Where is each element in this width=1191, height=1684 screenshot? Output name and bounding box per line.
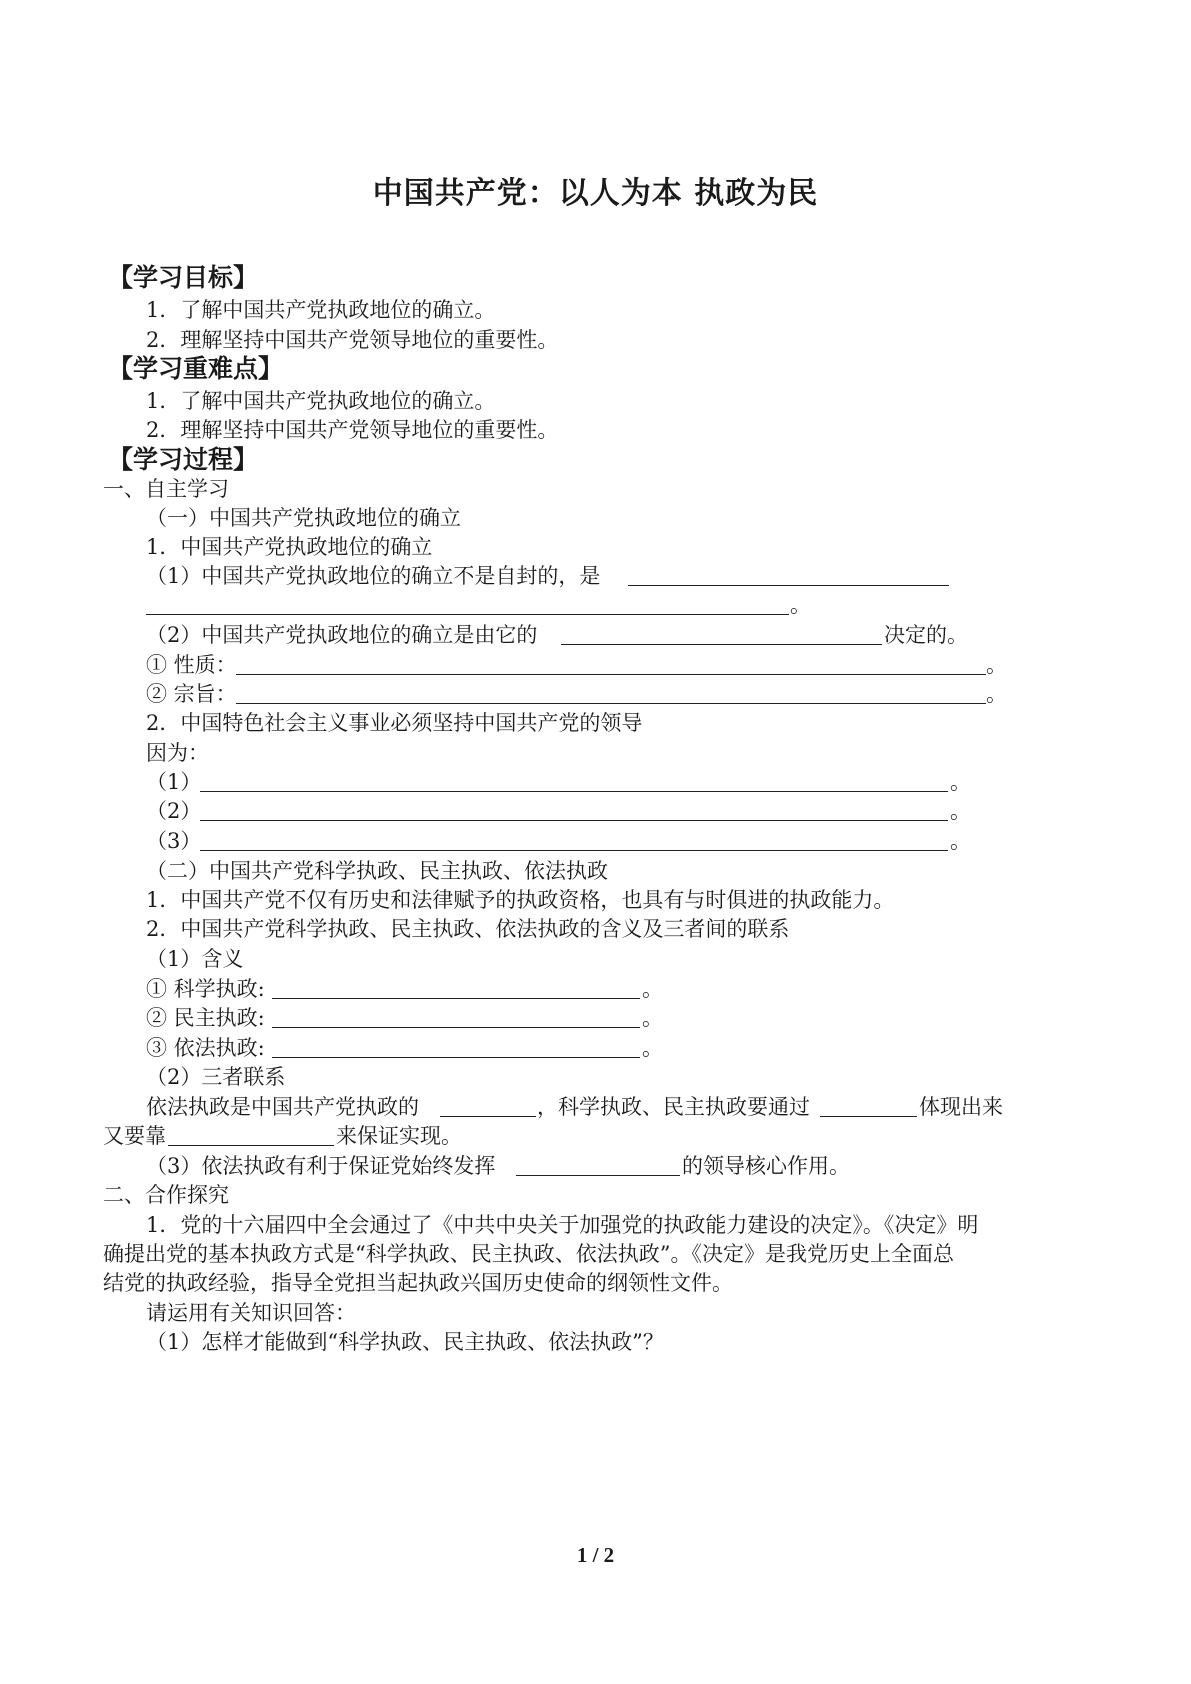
meaning-heading: （1）含义 — [146, 947, 244, 971]
answer-blank — [440, 1092, 536, 1117]
period: 。 — [642, 1036, 663, 1060]
period: 。 — [986, 653, 1007, 677]
key-point-item-1: 1．了解中国共产党执政地位的确立。 — [146, 389, 496, 413]
point-1: 1．中国共产党执政地位的确立 — [146, 535, 433, 559]
relation-text-b: ，科学执政、民主执政要通过 — [537, 1095, 810, 1119]
nature-label: ① 性质： — [146, 653, 237, 677]
relation-text-c: 体现出来 — [919, 1095, 1003, 1119]
relation-text-d: 又要靠 — [103, 1124, 166, 1148]
subsection-1-heading: （一）中国共产党执政地位的确立 — [146, 506, 461, 530]
answer-blank — [200, 767, 948, 792]
purpose-label: ② 宗旨： — [146, 682, 237, 706]
period: 。 — [642, 977, 663, 1001]
reason-2-label: （2） — [146, 799, 202, 823]
answer-blank — [516, 1151, 680, 1176]
scientific-governance-label: ① 科学执政: — [146, 977, 265, 1001]
question-2-text: （2）中国共产党执政地位的确立是由它的 — [146, 623, 538, 647]
goal-item-1: 1．了解中国共产党执政地位的确立。 — [146, 298, 496, 322]
period: 。 — [642, 1006, 663, 1030]
answer-blank — [561, 620, 882, 645]
period: 。 — [950, 829, 971, 853]
period: 。 — [950, 799, 971, 823]
question-1-text: （1）中国共产党执政地位的确立不是自封的，是 — [146, 564, 601, 588]
goal-item-2: 2．理解坚持中国共产党领导地位的重要性。 — [146, 328, 559, 352]
period: 。 — [790, 593, 811, 617]
case-paragraph-line-3: 结党的执政经验，指导全党担当起执政兴国历史使命的纲领性文件。 — [103, 1271, 733, 1295]
lawful-governance-label: ③ 依法执政: — [146, 1036, 265, 1060]
part1-heading: 一、自主学习 — [103, 477, 229, 501]
relation-text-a: 依法执政是中国共产党执政的 — [146, 1095, 419, 1119]
section-heading-process: 【学习过程】 — [108, 445, 259, 474]
section-heading-key-points: 【学习重难点】 — [108, 354, 284, 383]
answer-blank — [200, 826, 948, 851]
relation-heading: （2）三者联系 — [146, 1065, 286, 1089]
case-question-1: （1）怎样才能做到“科学执政、民主执政、依法执政”？ — [146, 1330, 664, 1354]
case-paragraph-line-2: 确提出党的基本执政方式是“科学执政、民主执政、依法执政”。《决定》是我党历史上全面总 — [103, 1242, 954, 1266]
answer-blank — [272, 1033, 640, 1058]
case-paragraph-line-1: 1．党的十六届四中全会通过了《中共中央关于加强党的执政能力建设的决定》。《决定》明 — [146, 1213, 979, 1237]
statement-2: 2．中国共产党科学执政、民主执政、依法执政的含义及三者间的联系 — [146, 917, 790, 941]
page-title: 中国共产党：以人为本 执政为民 — [372, 176, 819, 211]
answer-blank — [820, 1092, 917, 1117]
answer-blank — [146, 590, 789, 615]
answer-blank — [236, 679, 986, 704]
because-label: 因为： — [146, 741, 209, 765]
question-2-suffix: 决定的。 — [884, 623, 968, 647]
part2-heading: 二、合作探究 — [103, 1183, 229, 1207]
answer-blank — [200, 796, 948, 821]
statement-1: 1．中国共产党不仅有历史和法律赋予的执政资格，也具有与时俱进的执政能力。 — [146, 888, 895, 912]
answer-blank — [272, 974, 640, 999]
question-3-suffix: 的领导核心作用。 — [682, 1154, 850, 1178]
answer-blank — [272, 1003, 640, 1028]
reason-3-label: （3） — [146, 829, 202, 853]
period: 。 — [986, 682, 1007, 706]
democratic-governance-label: ② 民主执政: — [146, 1006, 265, 1030]
period: 。 — [950, 770, 971, 794]
answer-blank — [168, 1121, 334, 1146]
subsection-2-heading: （二）中国共产党科学执政、民主执政、依法执政 — [146, 859, 608, 883]
relation-text-e: 来保证实现。 — [336, 1124, 462, 1148]
answer-prompt: 请运用有关知识回答： — [146, 1301, 356, 1325]
point-2: 2．中国特色社会主义事业必须坚持中国共产党的领导 — [146, 711, 643, 735]
section-heading-goals: 【学习目标】 — [108, 263, 259, 292]
reason-1-label: （1） — [146, 770, 202, 794]
answer-blank — [236, 650, 986, 675]
key-point-item-2: 2．理解坚持中国共产党领导地位的重要性。 — [146, 418, 559, 442]
page-number: 1 / 2 — [576, 1543, 615, 1567]
answer-blank — [628, 561, 949, 586]
question-3-text: （3）依法执政有利于保证党始终发挥 — [146, 1154, 496, 1178]
